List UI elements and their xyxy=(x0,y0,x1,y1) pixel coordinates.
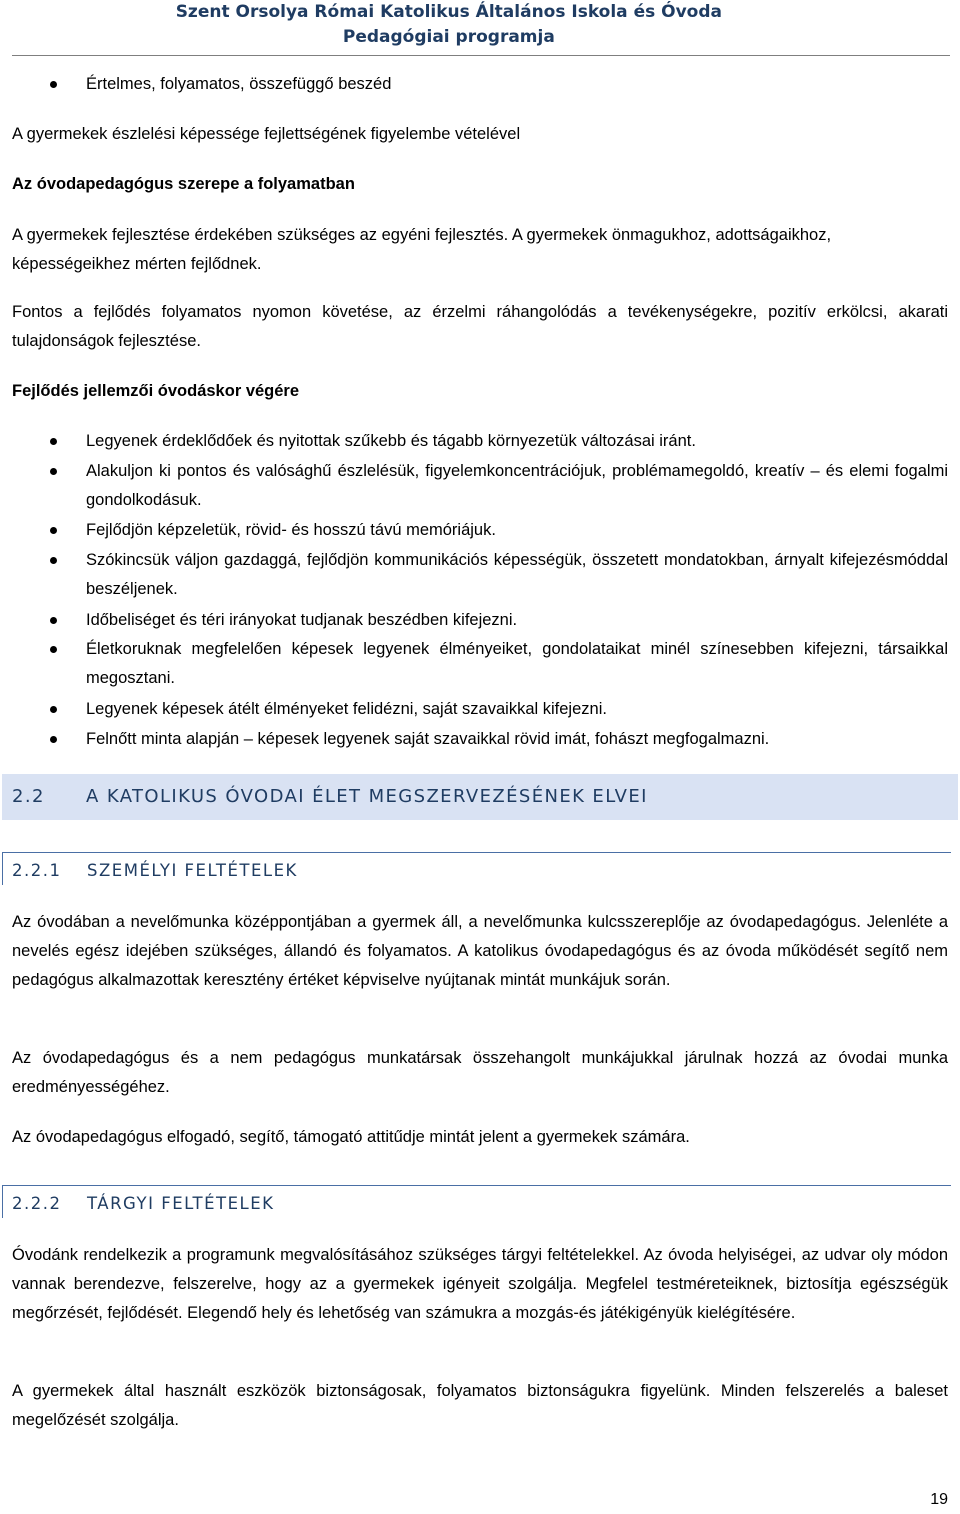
list-item: Szókincsük váljon gazdaggá, fejlődjön kommunikációs képességük, összetett mondatokban, árnyalt kifejezésmóddal beszéljenek. xyxy=(86,546,948,604)
subheading-development: Fejlődés jellemzői óvodáskor végére xyxy=(12,382,300,400)
section-heading-2-2 xyxy=(2,774,958,820)
header-school-name: Szent Orsolya Római Katolikus Általános Iskola és Óvoda xyxy=(175,2,722,22)
section-heading-2-2-1 xyxy=(2,852,951,885)
paragraph: Óvodánk rendelkezik a programunk megvalósításához szükséges tárgyi feltételekkel. Az óvoda helyiségei, az udvar oly módon vannak berendezve, felszerelve, hogy az a gyermekek igényeit szolgálja. Megfelel testméreteiknek, biztosítja egészségük megőrzését, fejlődését. Elegendő hely és lehetőség van számukra a mozgás-és játékigényük kielégítésére. xyxy=(12,1246,948,1322)
list-item: Legyenek érdeklődőek és nyitottak szűkebb és tágabb környezetük változásai iránt. xyxy=(86,427,948,456)
section-number: 2.2.2 xyxy=(12,1194,62,1213)
section-number: 2.2 xyxy=(12,786,45,807)
section-number: 2.2.1 xyxy=(12,861,62,880)
paragraph: A gyermekek által használt eszközök biztonságosak, folyamatos biztonságukra figyelünk. Minden felszerelés a baleset megelőzését szolgálja. xyxy=(12,1382,948,1429)
list-item: Életkoruknak megfelelően képesek legyenek élményeiket, gondolataikat minél színesebben kifejezni, társaikkal megosztani. xyxy=(86,635,948,693)
paragraph: Az óvodapedagógus és a nem pedagógus munkatársak összehangolt munkájukkal járulnak hozzá az óvodai munka eredményességéhez. xyxy=(12,1049,948,1096)
paragraph: A gyermekek észlelési képessége fejlettségének figyelembe vételével xyxy=(12,125,521,143)
list-item: Időbeliséget és téri irányokat tudjanak beszédben kifejezni. xyxy=(86,606,948,635)
section-title: TÁRGYI FELTÉTELEK xyxy=(87,1194,275,1213)
section-title: A KATOLIKUS ÓVODAI ÉLET MEGSZERVEZÉSÉNEK ELVEI xyxy=(86,786,648,807)
section-title: SZEMÉLYI FELTÉTELEK xyxy=(87,861,298,880)
page-header xyxy=(176,0,722,50)
list-item: Alakuljon ki pontos és valósághű észlelésük, figyelemkoncentrációjuk, problémamegoldó, kreatív – és elemi fogalmi gondolkodásuk. xyxy=(86,457,948,515)
page-number: 19 xyxy=(930,1491,948,1508)
header-divider xyxy=(12,55,950,56)
paragraph: Fontos a fejlődés folyamatos nyomon követése, az érzelmi ráhangolódás a tevékenységekre, pozitív erkölcsi, akarati tulajdonságok fejlesztése. xyxy=(12,303,948,350)
header-program-title: Pedagógiai programja xyxy=(342,27,555,47)
paragraph: A gyermekek fejlesztése érdekében szükséges az egyéni fejlesztés. A gyermekek önmagukhoz, adottságaikhoz, képességeikhez mérten fejlődnek. xyxy=(12,226,832,273)
list-item: Értelmes, folyamatos, összefüggő beszéd xyxy=(86,70,948,99)
subheading-role: Az óvodapedagógus szerepe a folyamatban xyxy=(12,175,355,193)
section-heading-2-2-2 xyxy=(2,1185,951,1218)
paragraph: Az óvodában a nevelőmunka középpontjában a gyermek áll, a nevelőmunka kulcsszereplője az óvodapedagógus. Jelenléte a nevelés egész idejében szükséges, állandó és folyamatos. A katolikus óvodapedagógus és az óvoda működését segítő nem pedagógus alkalmazottak keresztény értéket képviselve nyújtanak mintát munkájuk során. xyxy=(12,913,948,989)
list-item: Legyenek képesek átélt élményeket felidézni, saját szavaikkal kifejezni. xyxy=(86,695,948,724)
paragraph: Az óvodapedagógus elfogadó, segítő, támogató attitűdje mintát jelent a gyermekek számára. xyxy=(12,1128,690,1146)
list-item: Felnőtt minta alapján – képesek legyenek saját szavaikkal rövid imát, fohászt megfogalmazni. xyxy=(86,725,948,754)
list-item: Fejlődjön képzeletük, rövid- és hosszú távú memóriájuk. xyxy=(86,516,948,545)
